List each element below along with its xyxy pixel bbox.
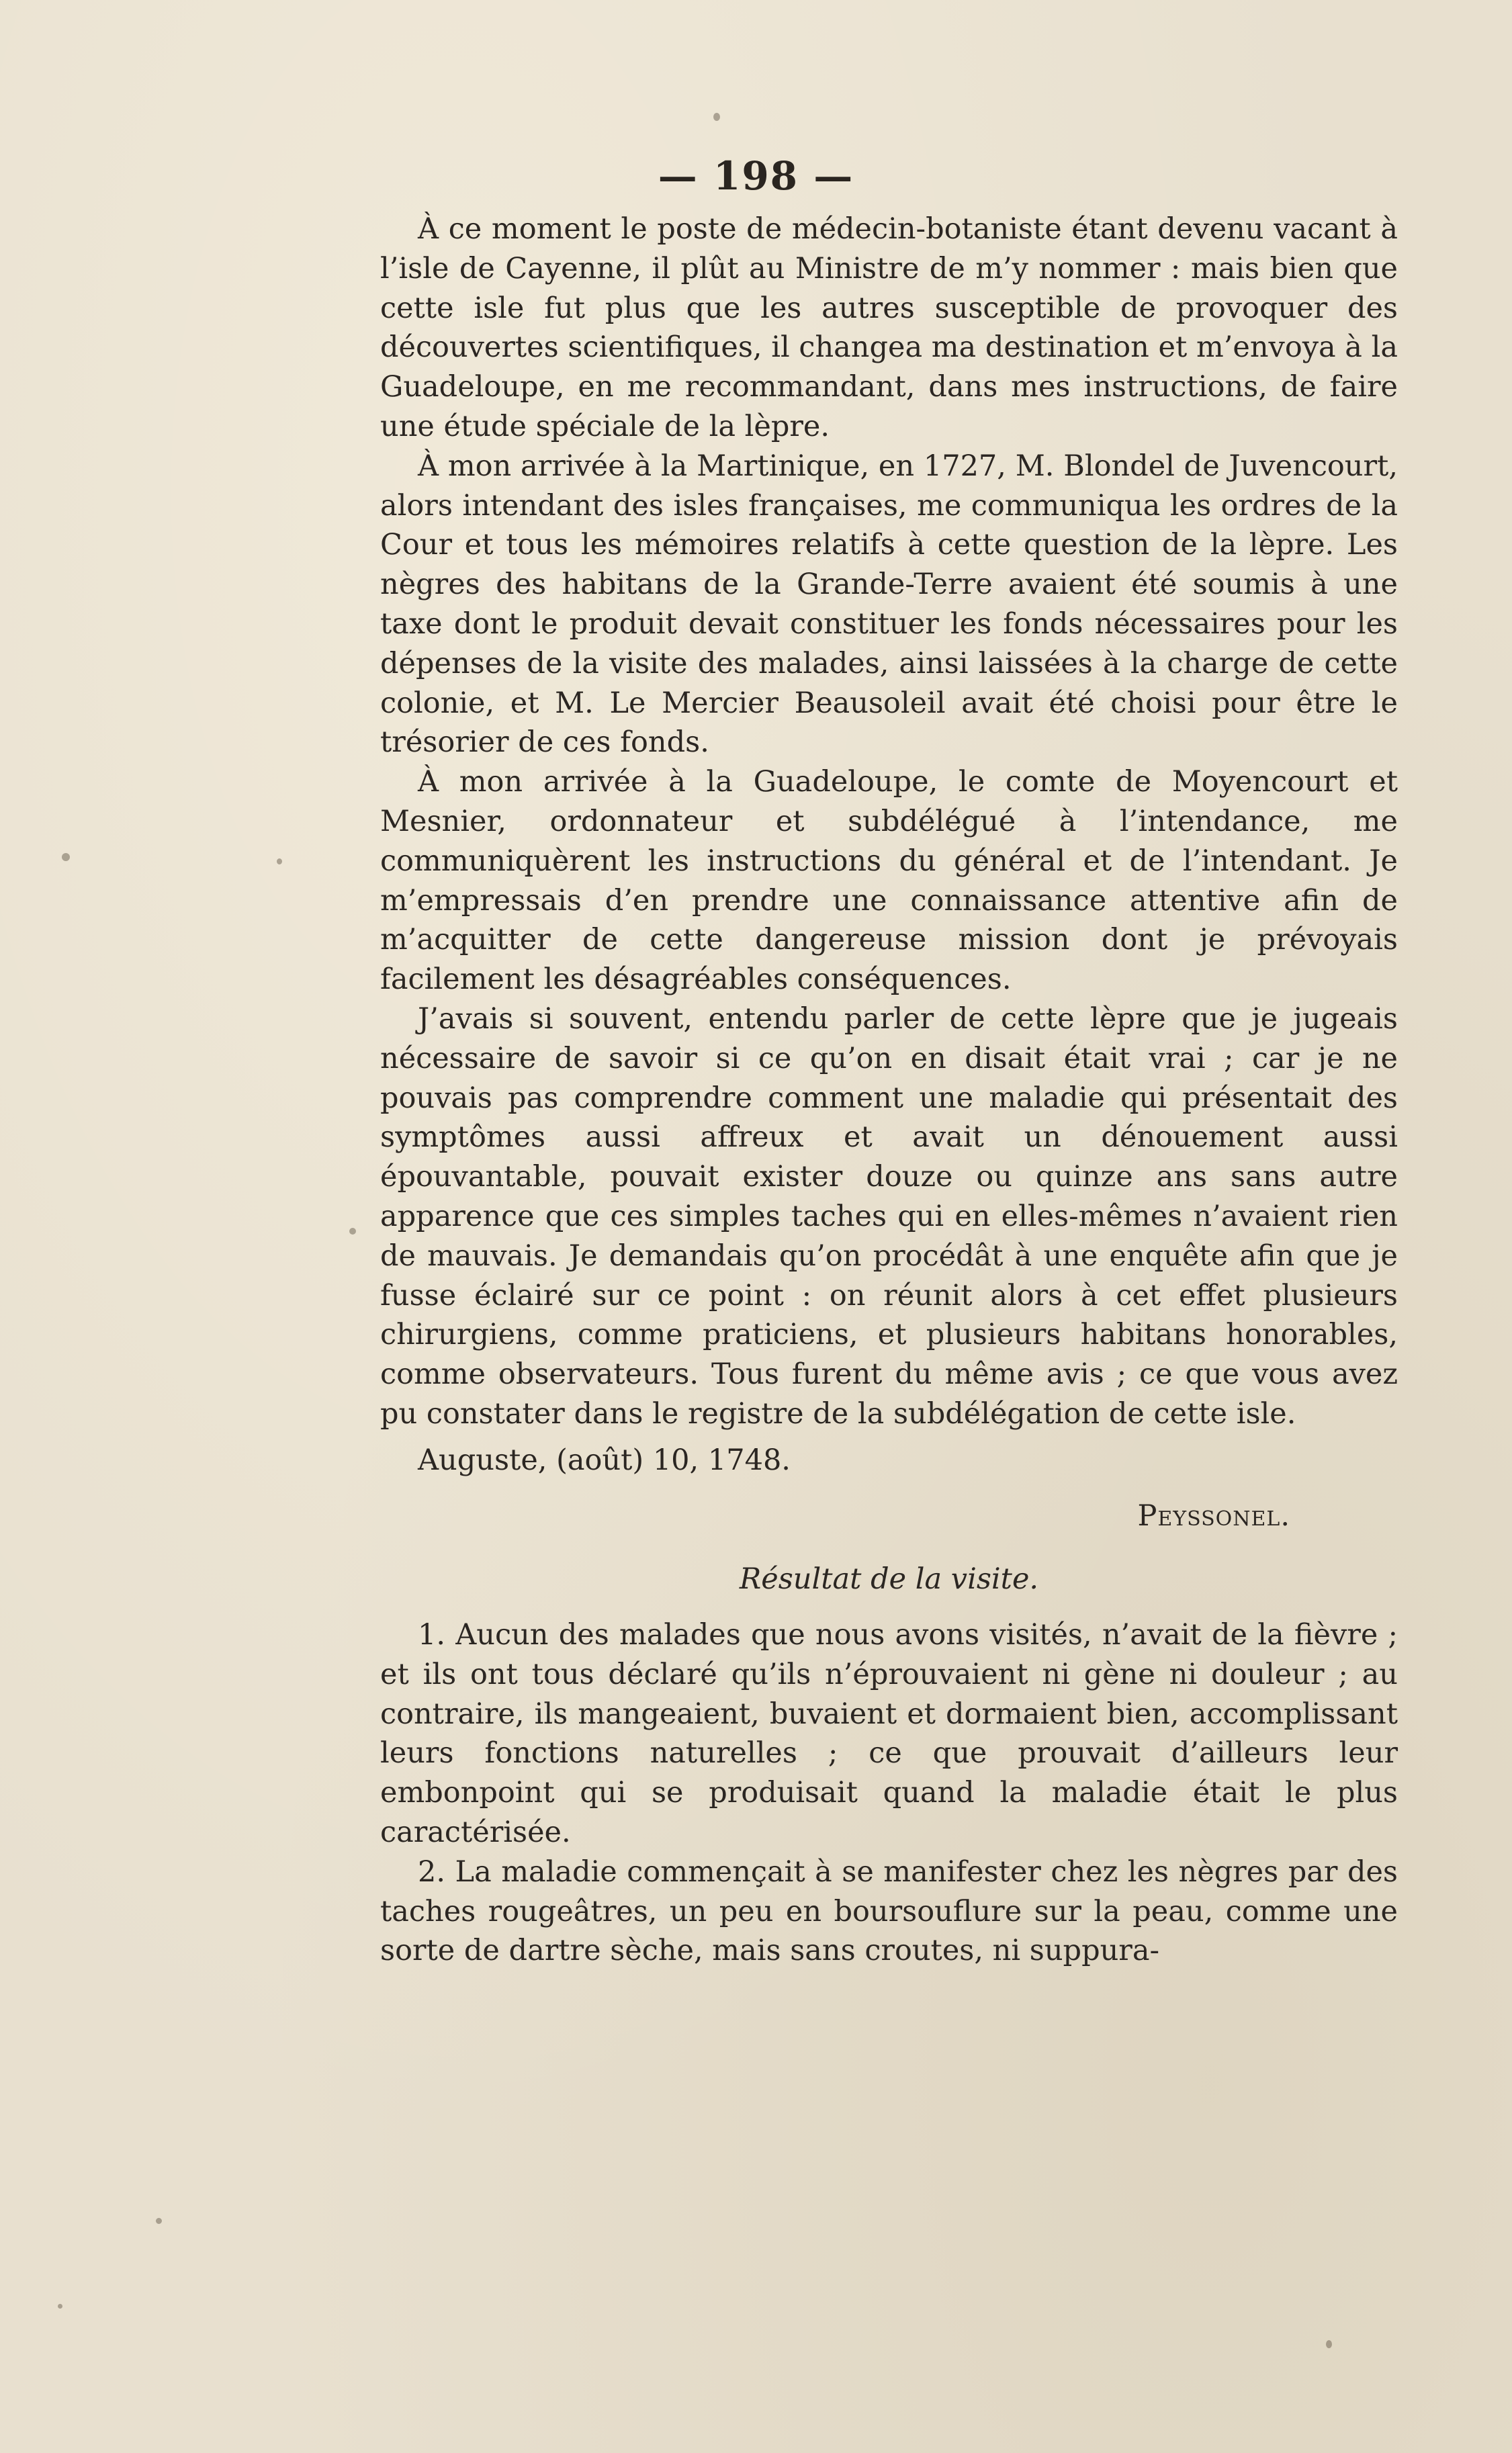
paragraph: À mon arrivée à la Guadeloupe, le comte de Moyencourt et Mesnier, ordonnateur et subdélégué à l’intendance, me communiquèrent les instructions du général et de l’intendant. Je m’empressais d’en prendre une connaissance attentive afin de m’acquitter de cette dangereuse mission dont je prévoyais facilement les désagréables conséquences. — [380, 765, 1398, 997]
paper-speck — [58, 2304, 62, 2309]
body-text — [380, 210, 1398, 1971]
paragraph: J’avais si souvent, entendu parler de cette lèpre que je jugeais nécessaire de savoir si ce qu’on en disait était vrai ; car je ne pouvais pas comprendre comment une maladie qui présentait des symptômes aussi affreux et avait un dénouement aussi épouvantable, pouvait exister douze ou quinze ans sans autre apparence que ces simples taches qui en elles-mêmes n’avaient rien de mauvais. Je demandais qu’on procédât à une enquête afin que je fusse éclairé sur ce point : on réunit alors à cet effet plusieurs chirurgiens, comme praticiens, et plusieurs habitans honorables, comme observateurs. Tous furent du même avis ; ce que vous avez pu constater dans le registre de la subdélégation de cette isle. — [380, 1001, 1398, 1431]
paper-speck — [1326, 2340, 1332, 2348]
numbered-paragraph: 1. Aucun des malades que nous avons visités, n’avait de la fièvre ; et ils ont tous déclaré qu’ils n’éprouvaient ni gène ni douleur ; au contraire, ils mangeaient, buvaient et dormaient bien, accomplissant leurs fonctions naturelles ; ce que prouvait d’ailleurs leur embonpoint qui se produisait quand la maladie était le plus caractérisée. — [380, 1618, 1398, 1850]
paragraph: À mon arrivée à la Martinique, en 1727, M. Blondel de Juvencourt, alors intendant des isles françaises, me communiqua les ordres de la Cour et tous les mémoires relatifs à cette question de la lèpre. Les nègres des habitans de la Grande-Terre avaient été soumis à une taxe dont le produit devait constituer les fonds nécessaires pour les dépenses de la visite des malades, ainsi laissées à la charge de cette colonie, et M. Le Mercier Beausoleil avait été choisi pour être le trésorier de ces fonds. — [380, 449, 1398, 760]
paper-speck — [277, 858, 282, 864]
letter-date: Auguste, (août) 10, 1748. — [418, 1443, 791, 1477]
paper-speck — [62, 853, 70, 861]
paper-speck — [713, 113, 720, 121]
paper-speck — [156, 2218, 162, 2224]
section-title: Résultat de la visite. — [739, 1562, 1039, 1597]
letter-signature: Peyssonel. — [1137, 1499, 1290, 1533]
paragraph: À ce moment le poste de médecin-botaniste étant devenu vacant à l’isle de Cayenne, il plût au Ministre de m’y nommer : mais bien que cette isle fut plus que les autres susceptible de provoquer des découvertes scientifiques, il changea ma destination et m’envoya à la Guadeloupe, en me recommandant, dans mes instructions, de faire une étude spéciale de la lèpre. — [380, 212, 1398, 443]
page-number: — 198 — — [658, 153, 854, 199]
numbered-paragraph: 2. La maladie commençait à se manifester chez les nègres par des taches rougeâtres, un peu en boursouflure sur la peau, comme une sorte de dartre sèche, mais sans croutes, ni suppura- — [380, 1855, 1398, 1968]
paper-speck — [349, 1228, 356, 1235]
